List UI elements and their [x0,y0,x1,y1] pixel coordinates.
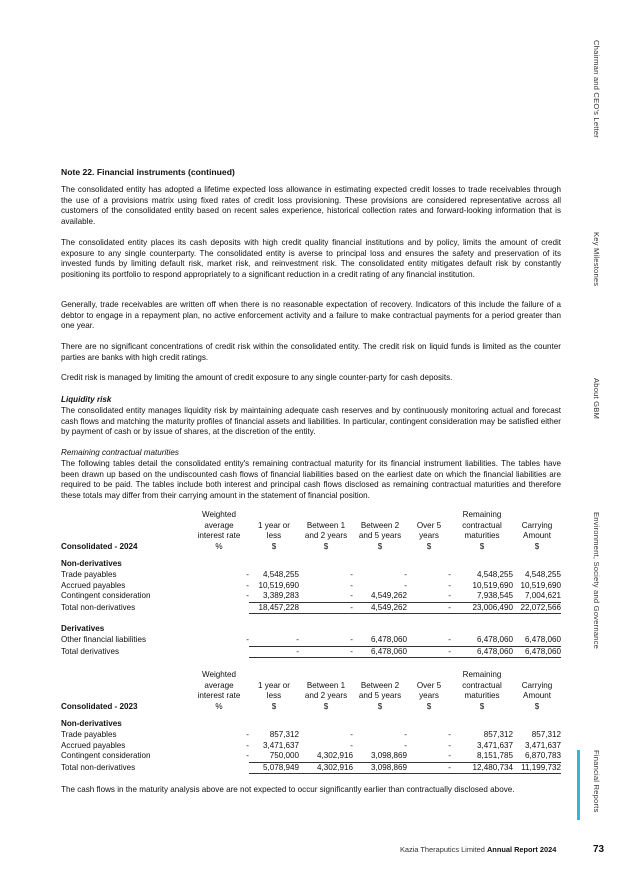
page-number: 73 [593,844,605,855]
paragraph: There are no significant concentrations of credit risk within the consolidated entity. The credit risk on liquid funds is limited as the counter parties are banks with high credit ratings. [61,342,561,362]
maturity-table-2023: Weighted Remaining average 1 year or Between 1 Between 2 Over 5 contractual Carrying interest rate less and 2 years and 5 years years maturities Amount Consolidated - 2023 % $ $ $ $ $ $ Non-derivatives Trade payables - 857,312 - - - 857,312 857,312 Accrued payables - 3,471,637 - - - 3,471,637 3,471,637 Contingent consideration - 750,000 4,302,916 3,098,869 - 8,151,785 6,870,783 Total non-derivatives 5,078,949 4,302,916 3,098,869 - 12,480,734 11,199,732 [61,670,561,774]
table-row: Trade payables - 4,548,255 - - - 4,548,255 4,548,255 [61,569,561,579]
page-heading: Note 22. Financial instruments (continued) [61,167,235,177]
table-row: Trade payables - 857,312 - - - 857,312 857,312 [61,729,561,739]
side-nav-item-chairman[interactable]: Chairman and CEO's Letter [592,40,601,139]
paragraph: The cash flows in the maturity analysis above are not expected to occur significantly earlier than contractually disclosed above. [61,785,515,794]
table-row: Contingent consideration - 750,000 4,302,916 3,098,869 - 8,151,785 6,870,783 [61,751,561,761]
side-nav-item-esg[interactable]: Environment, Society and Governance [592,512,601,650]
paragraph: The consolidated entity manages liquidity risk by maintaining adequate cash reserves and by continuously monitoring actual and forecast cash flows and matching the maturity profiles of financial assets and liabilities. In particular, contingent consideration may be satisfied either by payment of cash or by issue of shares, at the discretion of the entity. [61,406,561,436]
paragraph: Generally, trade receivables are written off when there is no reasonable expectation of recovery. Indicators of this include the failure of a debtor to engage in a repayment plan, no active enforcement activity and a failure to make contractual payments for a period greater than one year. [61,300,561,330]
table-row-total: Total non-derivatives 18,457,228 - 4,549,262 - 23,006,490 22,072,566 [61,602,561,614]
paragraph: The consolidated entity places its cash deposits with high credit quality financial institutions and by policy, limits the amount of credit exposure to any single counterparty. The consolidated entity is averse to principal loss and ensures the safety and preservation of its invested funds by limiting default risk, market risk, and reinvestment risk. The consolidated entity mitigates default risk by constantly positioning its portfolio to respond appropriately to a significant reduction in a credit rating of any financial institution. [61,238,561,279]
group-label: Non-derivatives [61,719,122,729]
table-row-total: Total non-derivatives 5,078,949 4,302,916 3,098,869 - 12,480,734 11,199,732 [61,762,561,774]
side-nav [588,0,622,880]
footer-text [400,845,556,854]
footer-company: Kazia Theraputics Limited [400,845,485,854]
paragraph: The consolidated entity has adopted a lifetime expected loss allowance in estimating expected credit losses to trade receivables through the use of a provisions matrix using fixed rates of credit loss provisioning. These provisions are considered representative across all customers of the consolidated entity based on recent sales experience, historical collection rates and forward-looking information that is available. [61,185,561,226]
table-title: Consolidated - 2023 [61,701,138,711]
group-label: Non-derivatives [61,559,122,569]
side-nav-item-financial[interactable]: Financial Reports [592,750,601,813]
paragraph: The following tables detail the consolidated entity's remaining contractual maturity for its financial instrument liabilities. The tables have been drawn up based on the undiscounted cash flows of financial liabilities based on the earliest date on which the financial liabilities are required to be paid. The tables include both interest and principal cash flows disclosed as remaining contractual maturities and therefore these totals may differ from their carrying amount in the statement of financial position. [61,459,561,500]
side-nav-item-about[interactable]: About GBM [592,378,601,420]
side-nav-active-indicator [577,750,580,820]
side-nav-item-milestones[interactable]: Key Milestones [592,232,601,287]
table-row: Contingent consideration - 3,389,283 - 4,549,262 - 7,938,545 7,004,621 [61,591,561,601]
table-title: Consolidated - 2024 [61,541,138,551]
group-label: Derivatives [61,624,105,634]
table-row: Other financial liabilities - - - 6,478,060 - 6,478,060 6,478,060 [61,634,561,645]
table-row: Accrued payables - 10,519,690 - - - 10,519,690 10,519,690 [61,580,561,590]
paragraph: Credit risk is managed by limiting the amount of credit exposure to any single counter-party for cash deposits. [61,373,453,382]
footer-report: Annual Report 2024 [486,845,557,854]
section-title-liquidity: Liquidity risk [61,395,112,404]
table-row-total: Total derivatives - - 6,478,060 - 6,478,060 6,478,060 [61,646,561,658]
maturity-table-2024: Weighted Remaining average 1 year or Between 1 Between 2 Over 5 contractual Carrying interest rate less and 2 years and 5 years years maturities Amount Consolidated - 2024 % $ $ $ $ $ $ Non-derivatives Trade payables - 4,548,255 - - - 4,548,255 4,548,255 Accrued payables - 10,519,690 - - - 10,519,690 10,519,690 Contingent consideration - 3,389,283 - 4,549,262 - 7,938,545 7,004,621 Total non-derivatives 18,457,228 - 4,549,262 - 23,006,490 22,072,566 Derivatives Other financial liabilities - - - 6,478,060 - 6,478,060 6,478,060 Total derivatives - - 6,478,060 - 6,478,060 6,478,060 [61,510,561,658]
table-row: Accrued payables - 3,471,637 - - - 3,471,637 3,471,637 [61,740,561,750]
section-title-maturities: Remaining contractual maturities [61,448,179,457]
